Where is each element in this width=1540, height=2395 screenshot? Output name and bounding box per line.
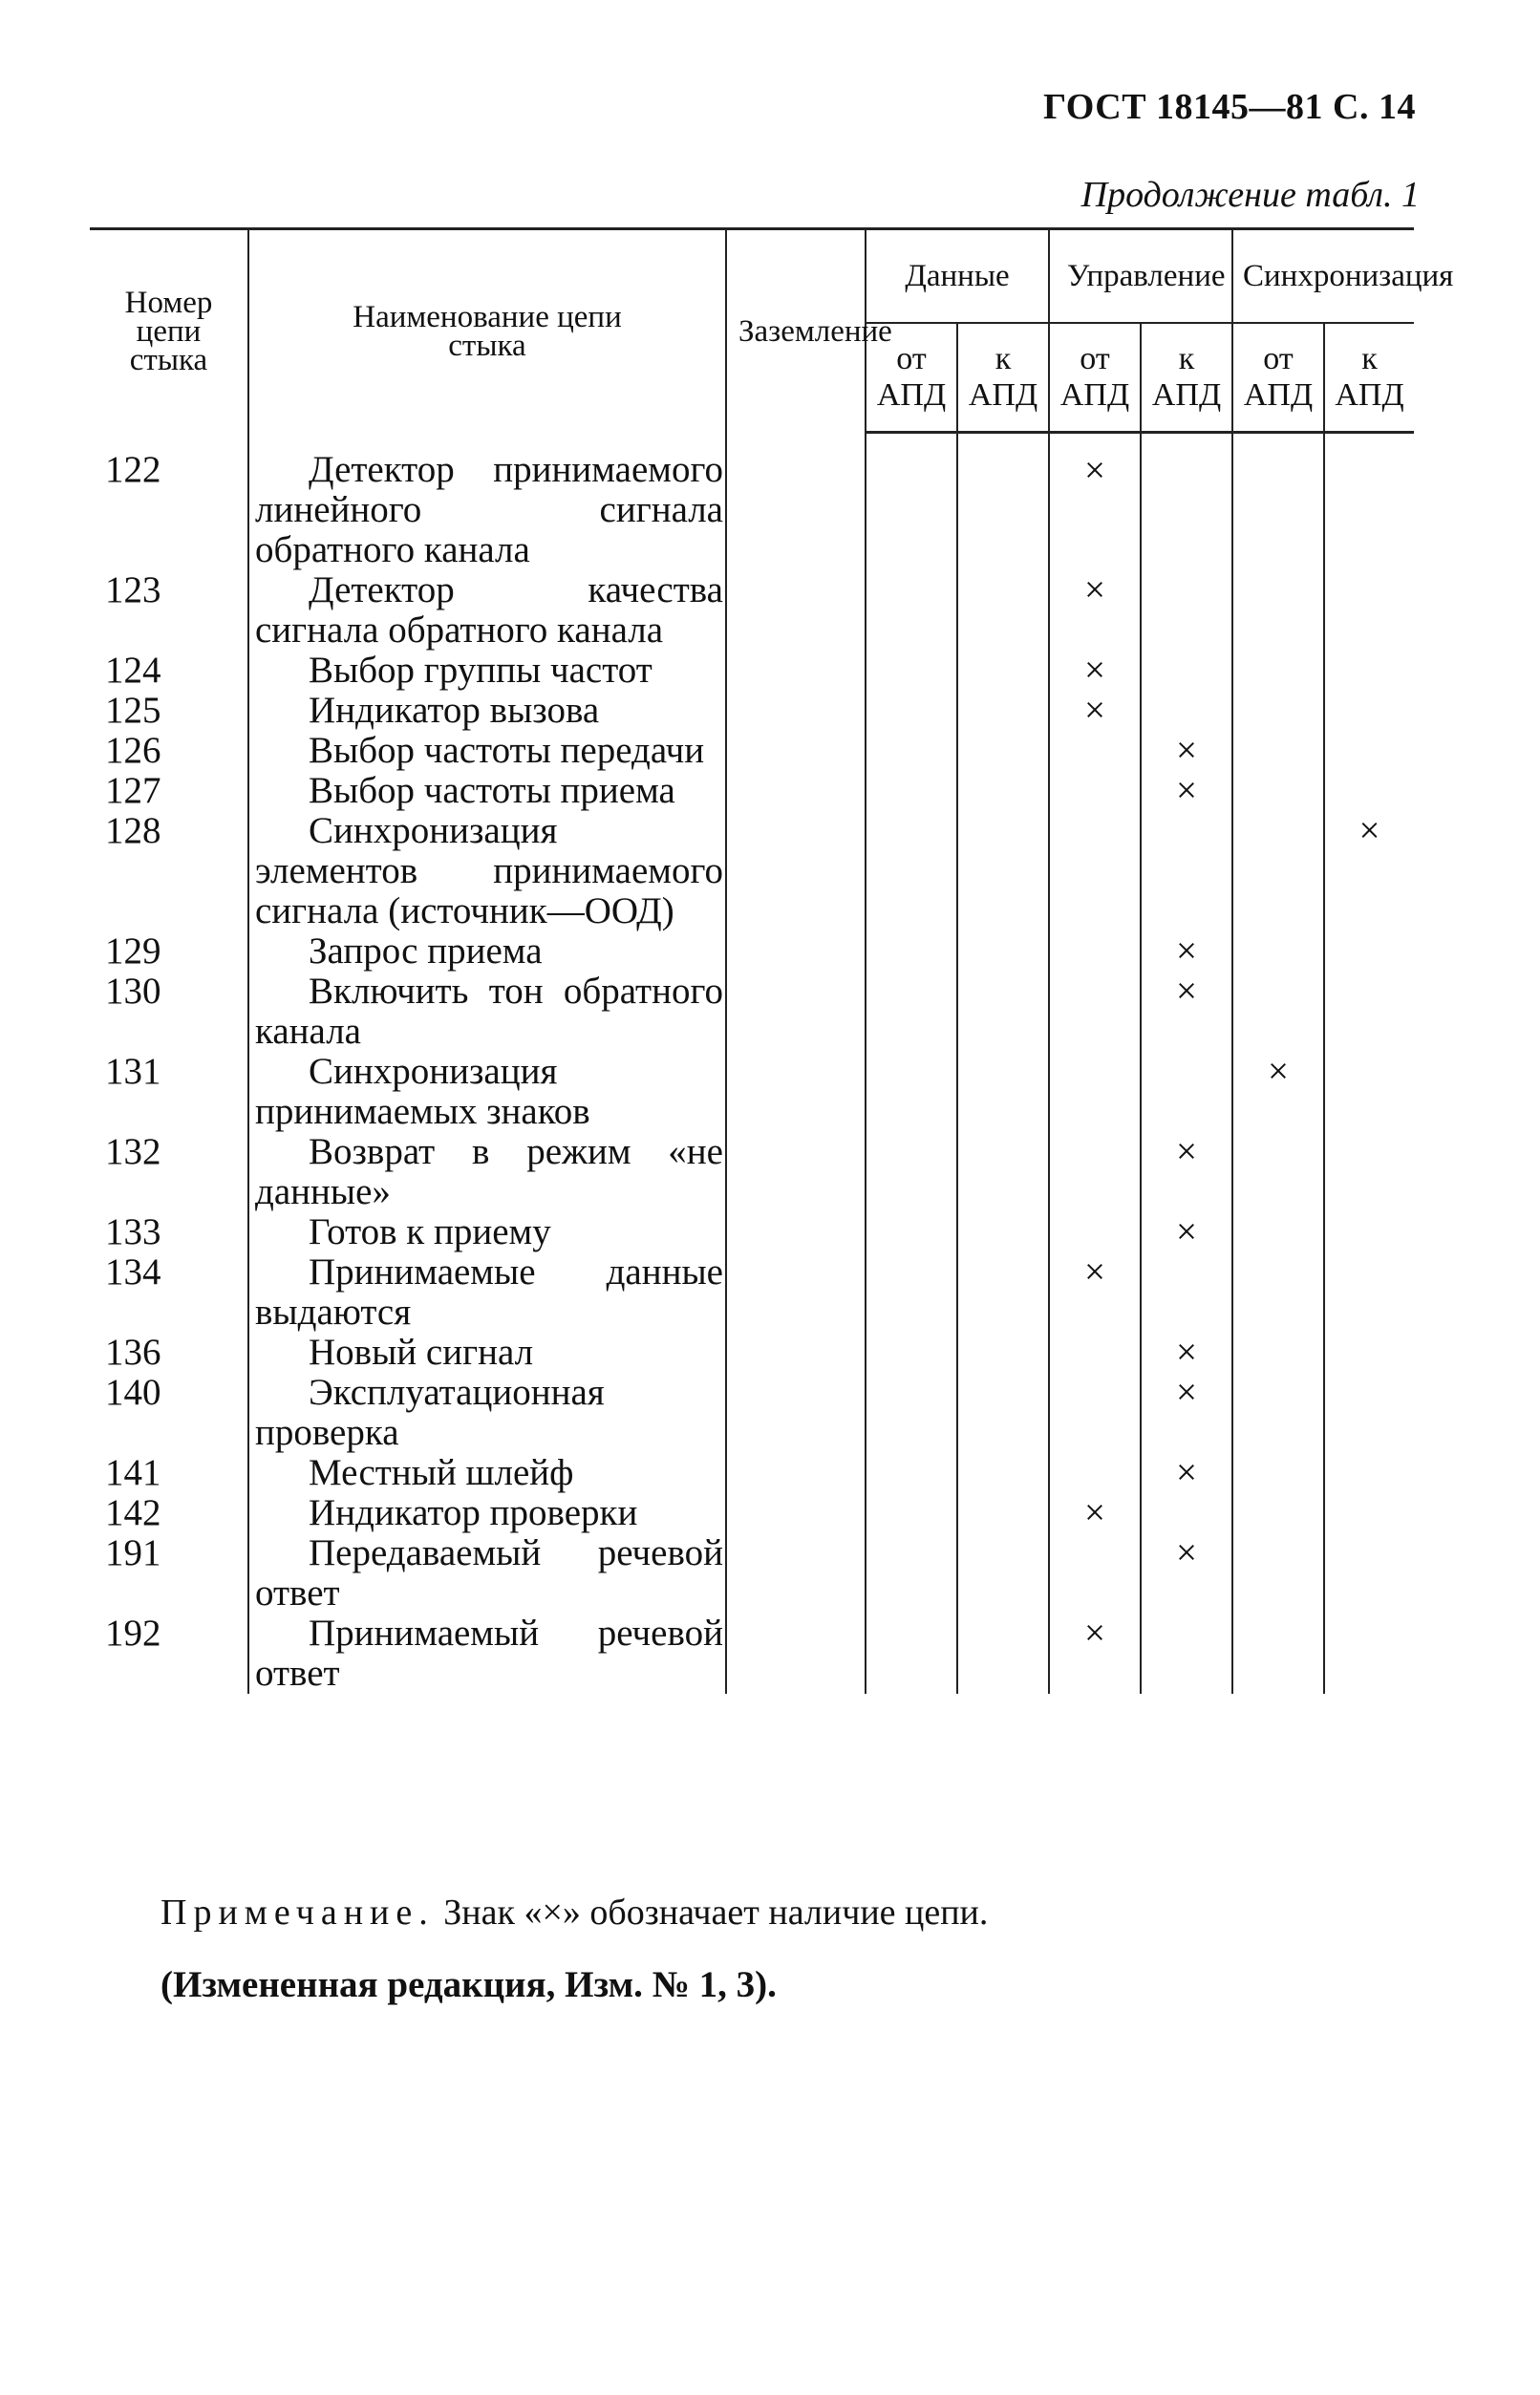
- ground-cell: [726, 811, 866, 931]
- mark-cell: [957, 691, 1049, 731]
- presence-mark: ×: [1049, 651, 1141, 691]
- header-control-from: от АПД: [1049, 323, 1141, 433]
- mark-cell: [1232, 811, 1324, 931]
- header-ground: Заземление: [726, 229, 866, 433]
- mark-cell: [957, 1493, 1049, 1533]
- circuit-name-text: Возврат в режим «не данные»: [255, 1130, 723, 1212]
- mark-cell: [866, 1453, 957, 1493]
- circuit-number: 123: [90, 570, 248, 651]
- header-control: Управление: [1049, 229, 1232, 324]
- circuit-name: [248, 972, 726, 1052]
- circuit-name-text: Детектор принимаемого линейного сигнала обратного канала: [255, 448, 723, 570]
- circuit-name-text: Передаваемый речевой ответ: [255, 1531, 723, 1614]
- circuit-name-text: Выбор частоты передачи: [309, 729, 705, 771]
- mark-cell: [1232, 771, 1324, 811]
- mark-cell: [1141, 691, 1232, 731]
- mark-cell: [957, 570, 1049, 651]
- circuit-number: 132: [90, 1132, 248, 1212]
- mark-cell: [1049, 1132, 1141, 1212]
- circuit-name: [248, 1614, 726, 1694]
- mark-cell: [1049, 771, 1141, 811]
- mark-cell: [866, 1212, 957, 1252]
- mark-cell: [866, 1533, 957, 1614]
- table-row: [90, 1493, 1414, 1533]
- mark-cell: [1324, 771, 1414, 811]
- circuit-name: [248, 691, 726, 731]
- mark-cell: [957, 1533, 1049, 1614]
- mark-cell: [1324, 1333, 1414, 1373]
- note-text: Знак «×» обозначает наличие цепи.: [443, 1892, 989, 1933]
- ground-cell: [726, 771, 866, 811]
- presence-mark: ×: [1049, 1614, 1141, 1694]
- presence-mark: ×: [1141, 1373, 1232, 1453]
- mark-cell: [1232, 731, 1324, 771]
- circuit-name-text: Синхронизация элементов принимаемого сигнала (источник—ООД): [255, 809, 723, 931]
- table-row: [90, 691, 1414, 731]
- table-row: [90, 651, 1414, 691]
- mark-cell: [1324, 651, 1414, 691]
- table-row: [90, 1252, 1414, 1333]
- table-row: [90, 1212, 1414, 1252]
- circuit-name-text: Индикатор вызова: [309, 689, 600, 731]
- mark-cell: [1049, 1453, 1141, 1493]
- table-row: [90, 811, 1414, 931]
- mark-cell: [1141, 433, 1232, 570]
- mark-cell: [1324, 1052, 1414, 1132]
- ground-cell: [726, 1252, 866, 1333]
- mark-cell: [1324, 433, 1414, 570]
- presence-mark: ×: [1141, 771, 1232, 811]
- mark-cell: [866, 1052, 957, 1132]
- table-row: [90, 1373, 1414, 1453]
- mark-cell: [1141, 1614, 1232, 1694]
- circuit-number: 142: [90, 1493, 248, 1533]
- mark-cell: [957, 651, 1049, 691]
- mark-cell: [1049, 731, 1141, 771]
- presence-mark: ×: [1141, 972, 1232, 1052]
- circuit-name-text: Местный шлейф: [309, 1451, 574, 1493]
- mark-cell: [1232, 1373, 1324, 1453]
- mark-cell: [1232, 1493, 1324, 1533]
- mark-cell: [1324, 1453, 1414, 1493]
- table-row: [90, 972, 1414, 1052]
- ground-cell: [726, 972, 866, 1052]
- header-number: Номер цепи стыка: [90, 229, 248, 433]
- mark-cell: [1049, 1373, 1141, 1453]
- amendment-note: (Измененная редакция, Изм. № 1, 3).: [160, 1964, 777, 2005]
- circuit-number: 126: [90, 731, 248, 771]
- mark-cell: [957, 433, 1049, 570]
- circuits-table: [90, 227, 1454, 1694]
- mark-cell: [1049, 972, 1141, 1052]
- table-row: [90, 1533, 1414, 1614]
- ground-cell: [726, 1493, 866, 1533]
- circuit-name-text: Новый сигнал: [309, 1331, 534, 1373]
- table-note: [160, 1892, 988, 1934]
- header-sync-to: к АПД: [1324, 323, 1414, 433]
- mark-cell: [1232, 1252, 1324, 1333]
- mark-cell: [1232, 1333, 1324, 1373]
- mark-cell: [1232, 1614, 1324, 1694]
- mark-cell: [1232, 691, 1324, 731]
- circuit-number: 140: [90, 1373, 248, 1453]
- mark-cell: [866, 1132, 957, 1212]
- circuit-number: 141: [90, 1453, 248, 1493]
- mark-cell: [1141, 811, 1232, 931]
- mark-cell: [866, 651, 957, 691]
- mark-cell: [1232, 931, 1324, 972]
- circuit-name: [248, 771, 726, 811]
- mark-cell: [1141, 1052, 1232, 1132]
- mark-cell: [1049, 1333, 1141, 1373]
- presence-mark: ×: [1141, 1212, 1232, 1252]
- ground-cell: [726, 1453, 866, 1493]
- table-row: [90, 1453, 1414, 1493]
- circuit-name: [248, 1252, 726, 1333]
- mark-cell: [866, 570, 957, 651]
- mark-cell: [1049, 931, 1141, 972]
- mark-cell: [1232, 1453, 1324, 1493]
- mark-cell: [1232, 570, 1324, 651]
- ground-cell: [726, 1373, 866, 1453]
- circuit-number: 129: [90, 931, 248, 972]
- circuit-number: 192: [90, 1614, 248, 1694]
- presence-mark: ×: [1141, 931, 1232, 972]
- circuit-name-text: Индикатор проверки: [309, 1491, 638, 1533]
- ground-cell: [726, 1614, 866, 1694]
- circuit-name-text: Детектор качества сигнала обратного канала: [255, 568, 723, 651]
- mark-cell: [957, 972, 1049, 1052]
- circuit-name-text: Готов к приему: [309, 1210, 551, 1252]
- circuit-name: [248, 433, 726, 570]
- mark-cell: [1049, 1212, 1141, 1252]
- mark-cell: [1324, 1252, 1414, 1333]
- circuit-name: [248, 1533, 726, 1614]
- table-continuation-caption: Продолжение табл. 1: [1080, 175, 1420, 215]
- header-data-from: от АПД: [866, 323, 957, 433]
- presence-mark: ×: [1141, 1132, 1232, 1212]
- mark-cell: [866, 691, 957, 731]
- mark-cell: [1324, 1614, 1414, 1694]
- table-row: [90, 1614, 1414, 1694]
- presence-mark: ×: [1049, 691, 1141, 731]
- mark-cell: [957, 731, 1049, 771]
- mark-cell: [957, 1453, 1049, 1493]
- mark-cell: [866, 931, 957, 972]
- header-control-to: к АПД: [1141, 323, 1232, 433]
- circuit-name: [248, 1493, 726, 1533]
- circuit-name: [248, 1333, 726, 1373]
- circuit-name-text: Принимаемые данные выдаются: [255, 1251, 723, 1333]
- header-data: Данные: [866, 229, 1049, 324]
- circuit-number: 130: [90, 972, 248, 1052]
- mark-cell: [1141, 651, 1232, 691]
- mark-cell: [957, 1252, 1049, 1333]
- note-label: Примечание.: [160, 1892, 435, 1933]
- ground-cell: [726, 1052, 866, 1132]
- presence-mark: ×: [1324, 811, 1414, 931]
- header-sync-from: от АПД: [1232, 323, 1324, 433]
- mark-cell: [957, 1333, 1049, 1373]
- mark-cell: [1324, 1493, 1414, 1533]
- mark-cell: [866, 1493, 957, 1533]
- table-row: [90, 433, 1414, 570]
- presence-mark: ×: [1141, 1453, 1232, 1493]
- mark-cell: [1232, 1132, 1324, 1212]
- ground-cell: [726, 1212, 866, 1252]
- mark-cell: [1324, 570, 1414, 651]
- circuit-number: 122: [90, 433, 248, 570]
- ground-cell: [726, 1533, 866, 1614]
- mark-cell: [1049, 1052, 1141, 1132]
- mark-cell: [1324, 1373, 1414, 1453]
- circuit-name-text: Выбор группы частот: [309, 649, 652, 691]
- circuit-name: [248, 1052, 726, 1132]
- table-body: [90, 433, 1414, 1694]
- mark-cell: [1049, 811, 1141, 931]
- circuit-name: [248, 1132, 726, 1212]
- circuit-name: [248, 731, 726, 771]
- presence-mark: ×: [1232, 1052, 1324, 1132]
- mark-cell: [866, 771, 957, 811]
- circuit-number: 127: [90, 771, 248, 811]
- mark-cell: [1324, 731, 1414, 771]
- presence-mark: ×: [1049, 570, 1141, 651]
- mark-cell: [866, 1614, 957, 1694]
- circuit-number: 136: [90, 1333, 248, 1373]
- mark-cell: [1324, 1132, 1414, 1212]
- table-row: [90, 731, 1414, 771]
- circuit-name: [248, 1453, 726, 1493]
- mark-cell: [957, 1373, 1049, 1453]
- presence-mark: ×: [1141, 731, 1232, 771]
- circuit-name-text: Выбор частоты приема: [309, 769, 675, 811]
- ground-cell: [726, 931, 866, 972]
- mark-cell: [1324, 931, 1414, 972]
- mark-cell: [1049, 1533, 1141, 1614]
- circuit-number: 128: [90, 811, 248, 931]
- header-name: Наименование цепи стыка: [248, 229, 726, 433]
- mark-cell: [1324, 1212, 1414, 1252]
- presence-mark: ×: [1141, 1333, 1232, 1373]
- mark-cell: [866, 1252, 957, 1333]
- mark-cell: [1232, 651, 1324, 691]
- mark-cell: [1141, 570, 1232, 651]
- ground-cell: [726, 1132, 866, 1212]
- ground-cell: [726, 691, 866, 731]
- circuit-name-text: Эксплуатационная проверка: [255, 1371, 605, 1453]
- table-row: [90, 1052, 1414, 1132]
- ground-cell: [726, 1333, 866, 1373]
- table-row: [90, 1132, 1414, 1212]
- mark-cell: [957, 811, 1049, 931]
- circuit-number: 133: [90, 1212, 248, 1252]
- table-row: [90, 1333, 1414, 1373]
- mark-cell: [1232, 433, 1324, 570]
- circuit-number: 131: [90, 1052, 248, 1132]
- circuit-name: [248, 1212, 726, 1252]
- mark-cell: [866, 1333, 957, 1373]
- header-data-to: к АПД: [957, 323, 1049, 433]
- mark-cell: [1324, 691, 1414, 731]
- ground-cell: [726, 433, 866, 570]
- circuit-name-text: Синхронизация принимаемых знаков: [255, 1050, 590, 1132]
- mark-cell: [1232, 1533, 1324, 1614]
- circuit-name: [248, 1373, 726, 1453]
- mark-cell: [1141, 1493, 1232, 1533]
- mark-cell: [957, 1132, 1049, 1212]
- mark-cell: [1232, 972, 1324, 1052]
- circuit-name-text: Включить тон обратного канала: [255, 970, 723, 1052]
- presence-mark: ×: [1049, 1252, 1141, 1333]
- circuit-name: [248, 651, 726, 691]
- circuit-number: 124: [90, 651, 248, 691]
- ground-cell: [726, 651, 866, 691]
- page-header: ГОСТ 18145—81 С. 14: [1043, 87, 1416, 127]
- circuit-number: 191: [90, 1533, 248, 1614]
- circuit-name: [248, 811, 726, 931]
- presence-mark: ×: [1141, 1533, 1232, 1614]
- mark-cell: [957, 1212, 1049, 1252]
- circuit-number: 125: [90, 691, 248, 731]
- mark-cell: [1324, 1533, 1414, 1614]
- table-row: [90, 771, 1414, 811]
- ground-cell: [726, 731, 866, 771]
- circuit-name-text: Принимаемый речевой ответ: [255, 1612, 723, 1694]
- mark-cell: [957, 1614, 1049, 1694]
- circuit-number: 134: [90, 1252, 248, 1333]
- table-row: [90, 931, 1414, 972]
- mark-cell: [866, 731, 957, 771]
- circuit-name: [248, 570, 726, 651]
- circuit-name: [248, 931, 726, 972]
- mark-cell: [1141, 1252, 1232, 1333]
- mark-cell: [957, 1052, 1049, 1132]
- ground-cell: [726, 570, 866, 651]
- mark-cell: [1324, 972, 1414, 1052]
- presence-mark: ×: [1049, 433, 1141, 570]
- mark-cell: [866, 972, 957, 1052]
- mark-cell: [866, 433, 957, 570]
- mark-cell: [866, 811, 957, 931]
- circuit-name-text: Запрос приема: [309, 930, 543, 972]
- mark-cell: [1232, 1212, 1324, 1252]
- mark-cell: [957, 931, 1049, 972]
- presence-mark: ×: [1049, 1493, 1141, 1533]
- mark-cell: [957, 771, 1049, 811]
- mark-cell: [866, 1373, 957, 1453]
- header-sync: Синхронизация: [1232, 229, 1414, 324]
- table-row: [90, 570, 1414, 651]
